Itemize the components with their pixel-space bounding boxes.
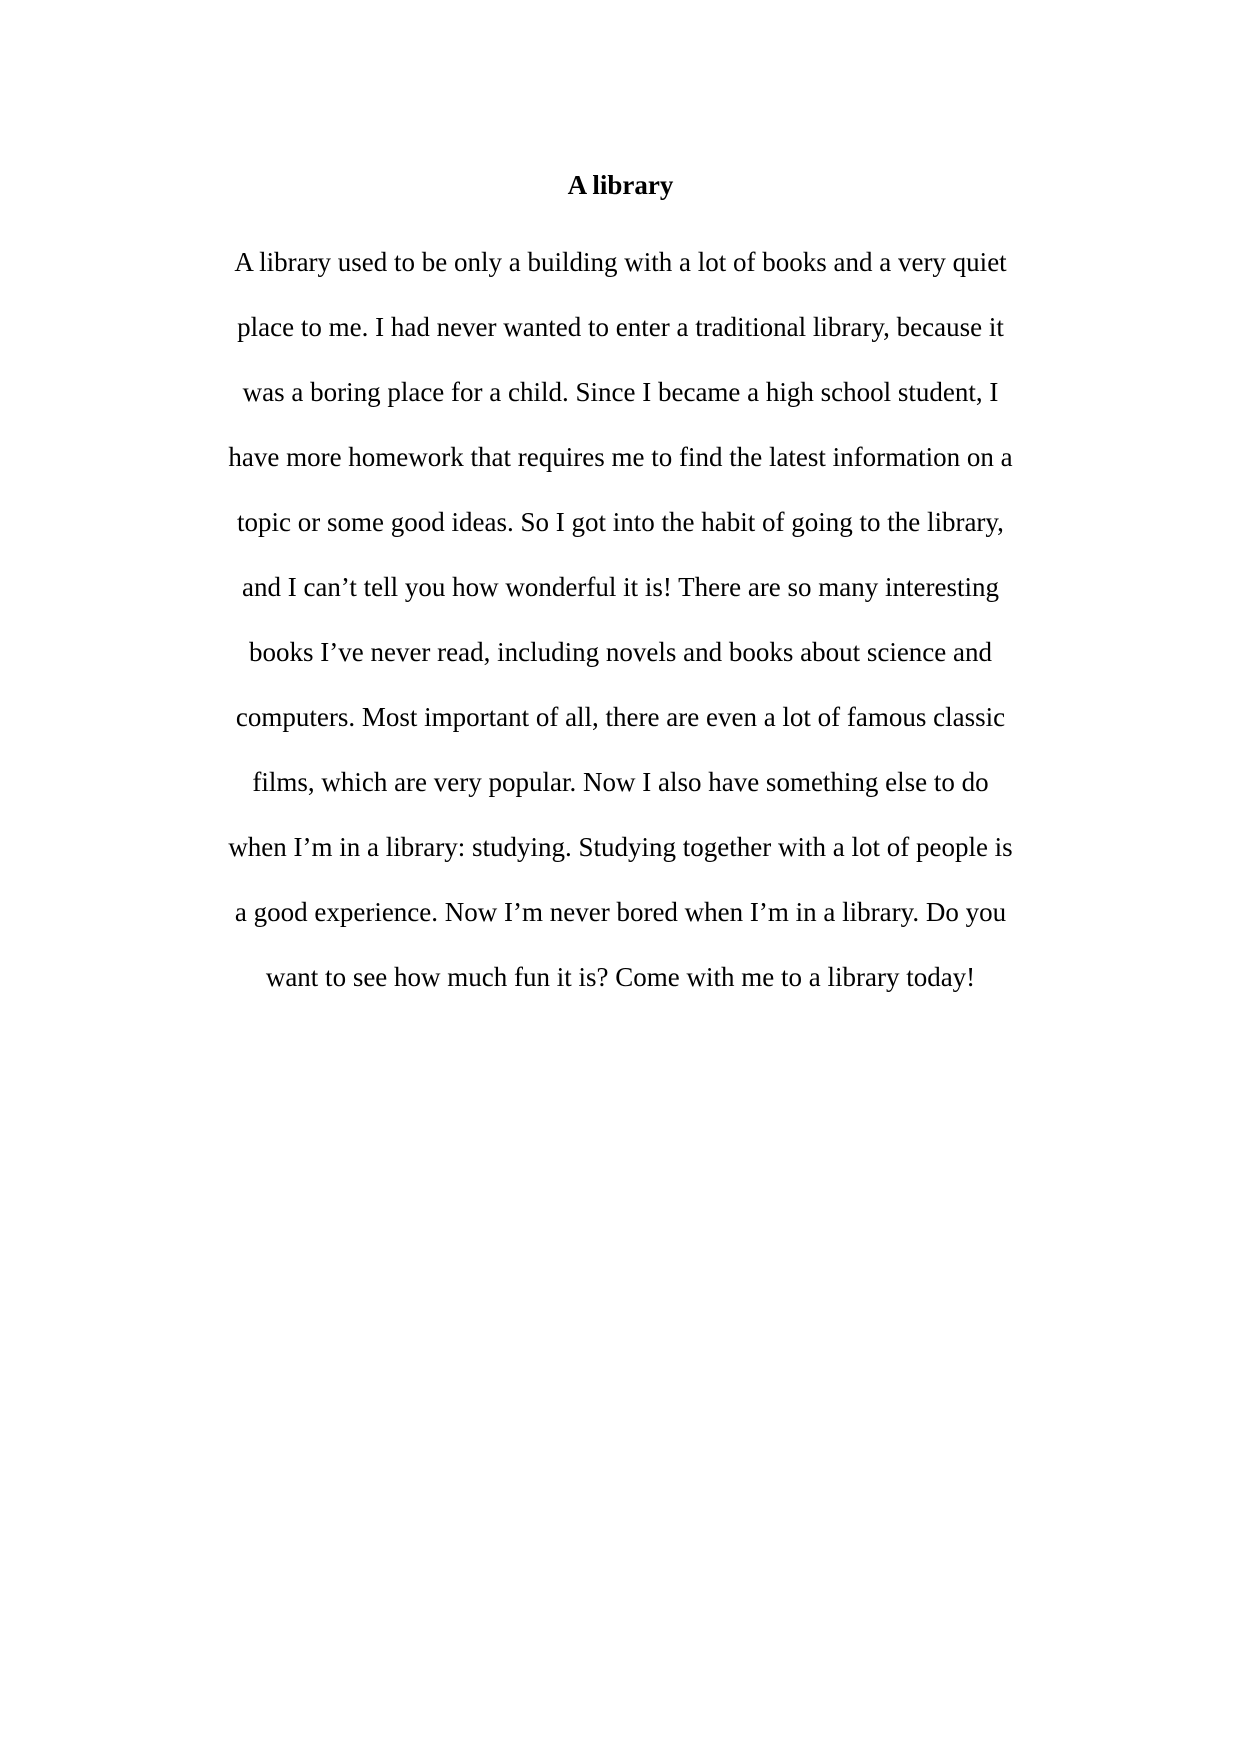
essay-line: and I can’t tell you how wonderful it is! There are so many interesting bbox=[241, 572, 1000, 602]
essay-line: a good experience. Now I’m never bored when I’m in a library. Do you bbox=[234, 897, 1007, 927]
essay-line: was a boring place for a child. Since I became a high school student, I bbox=[242, 377, 999, 407]
essay-body bbox=[0, 230, 1241, 1010]
essay-line: place to me. I had never wanted to enter a traditional library, because it bbox=[237, 312, 1004, 342]
essay-line: computers. Most important of all, there are even a lot of famous classic bbox=[235, 702, 1006, 732]
document-title: A library bbox=[567, 170, 674, 200]
essay-line: when I’m in a library: studying. Studying together with a lot of people is bbox=[228, 832, 1013, 862]
essay-line: films, which are very popular. Now I also have something else to do bbox=[252, 767, 989, 797]
essay-line: want to see how much fun it is? Come with me to a library today! bbox=[265, 962, 976, 992]
essay-line: books I’ve never read, including novels and books about science and bbox=[248, 637, 993, 667]
essay-line: have more homework that requires me to find the latest information on a bbox=[228, 442, 1013, 472]
essay-line: A library used to be only a building with a lot of books and a very quiet bbox=[234, 247, 1007, 277]
essay-line: topic or some good ideas. So I got into the habit of going to the library, bbox=[237, 507, 1004, 537]
